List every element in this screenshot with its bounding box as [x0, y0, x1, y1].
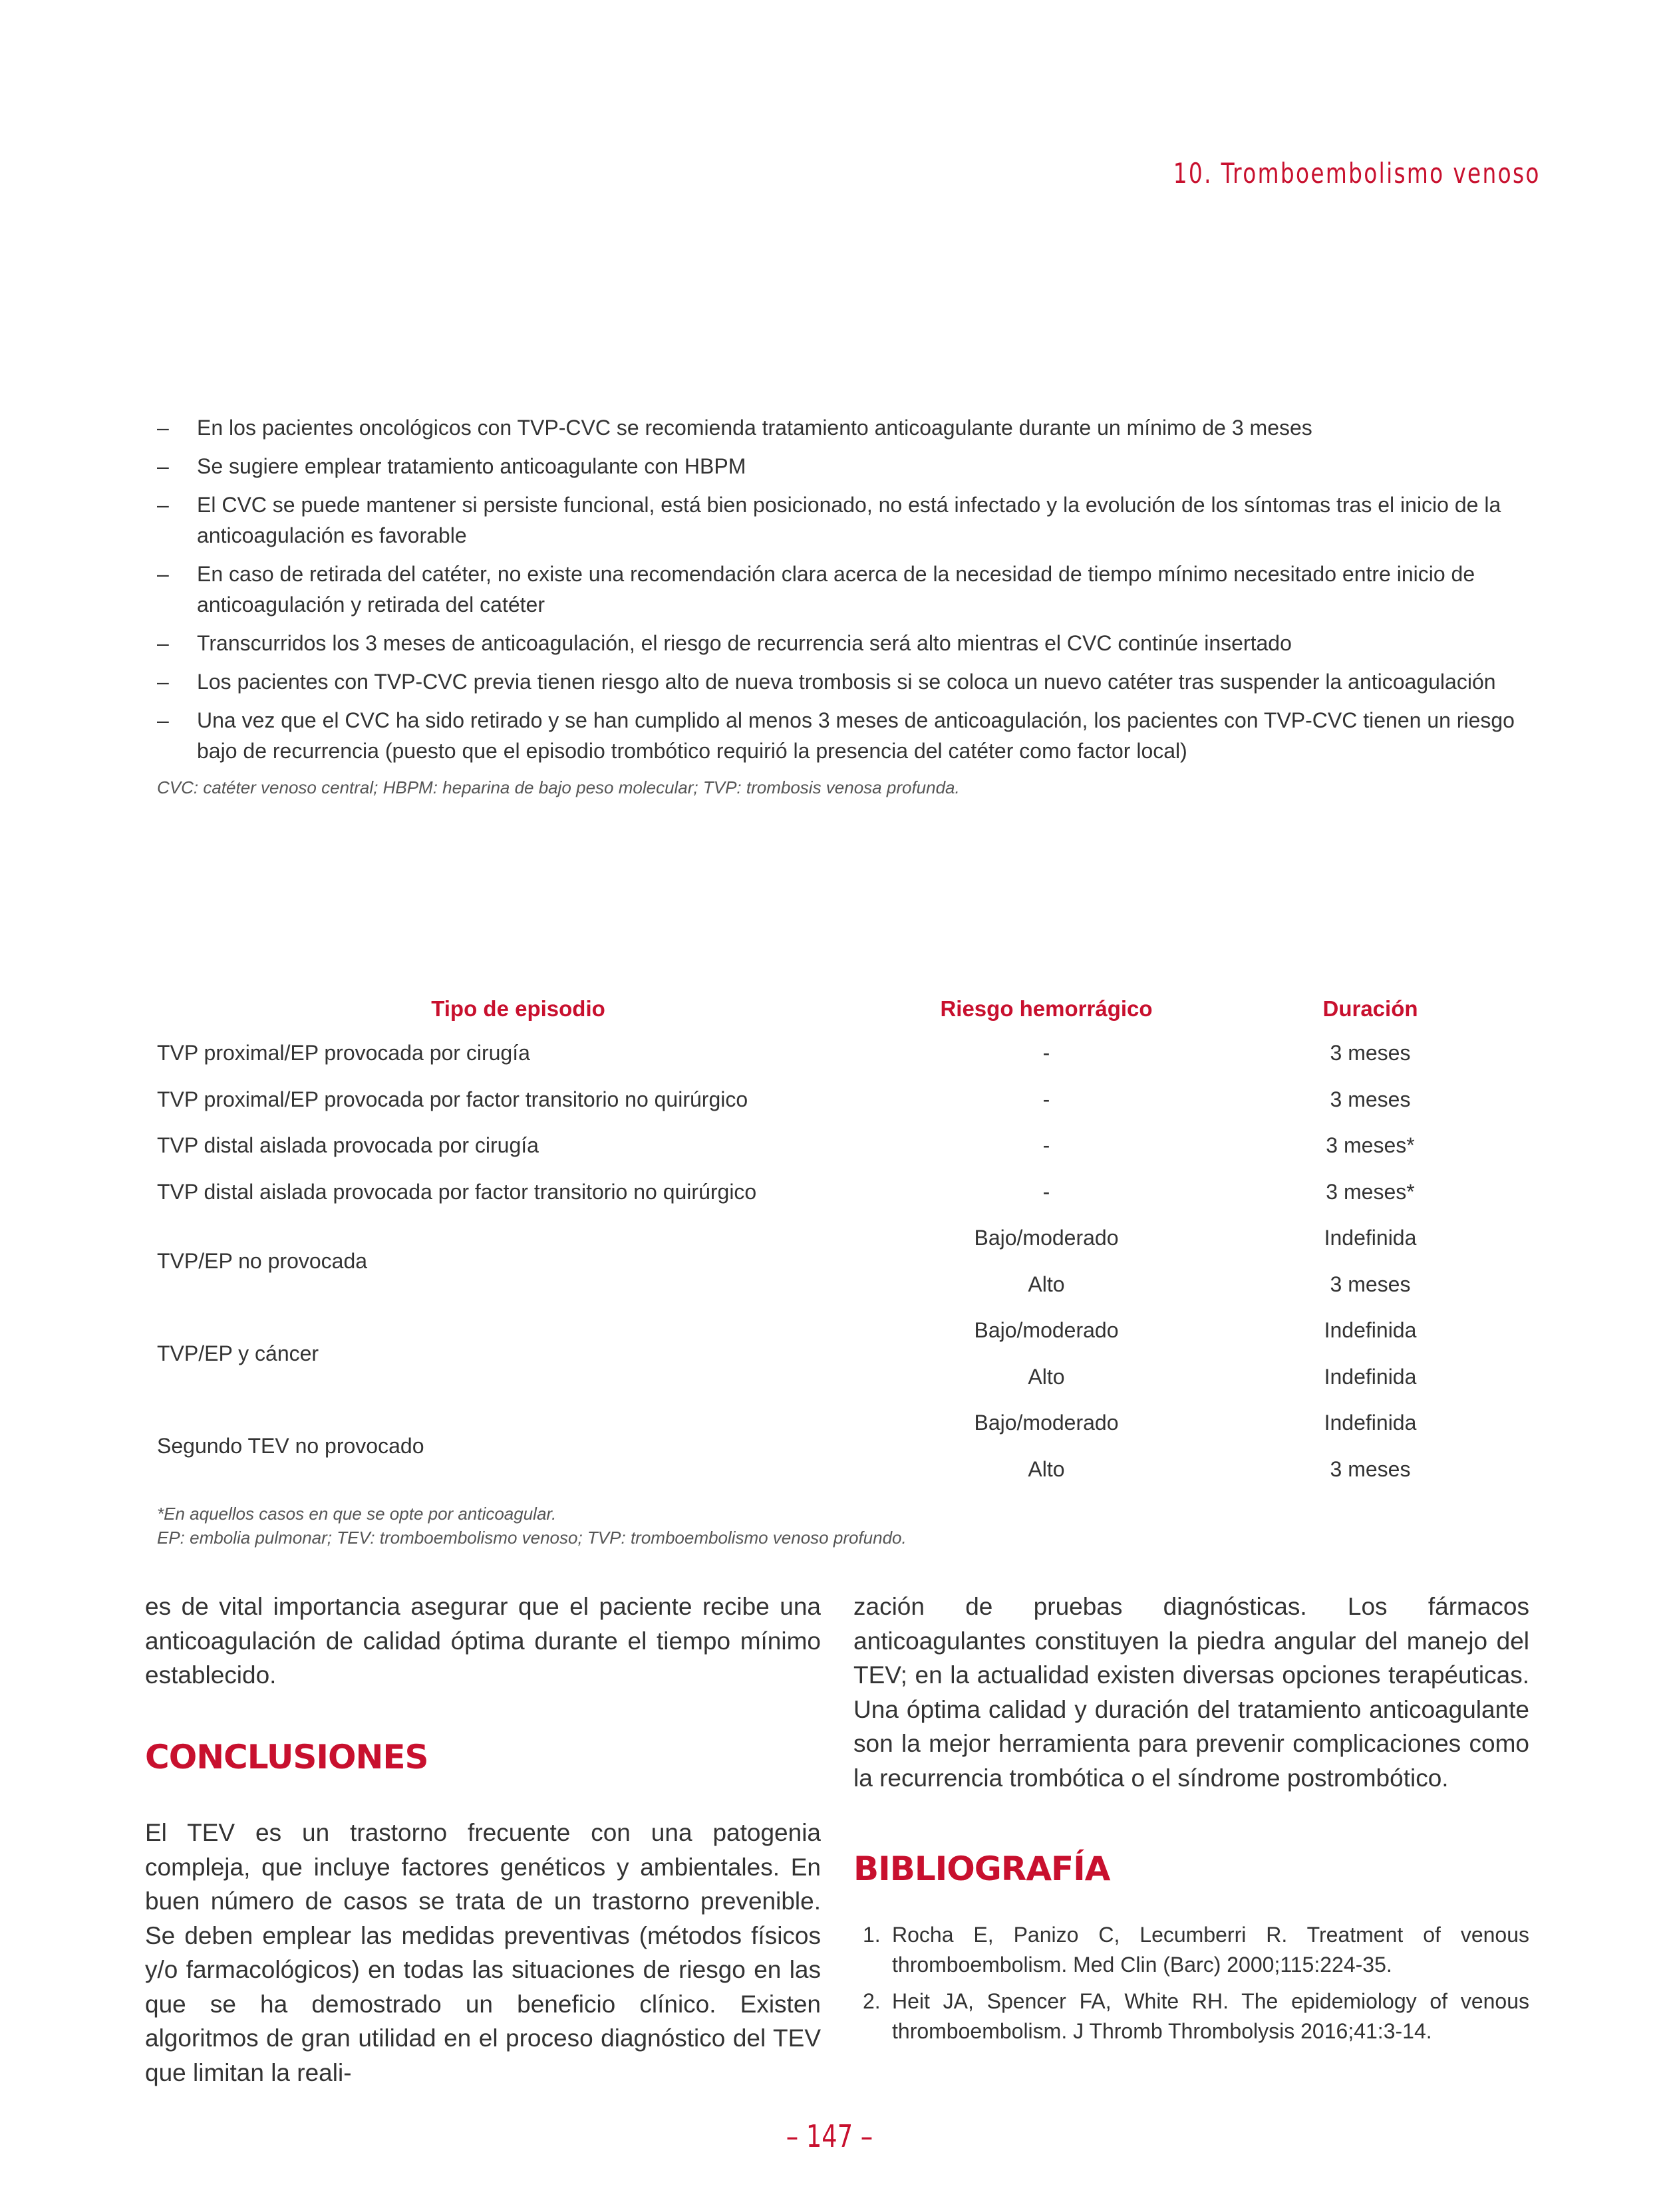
bullet-item: [157, 666, 1527, 697]
bullet-dash: –: [157, 416, 169, 440]
cell-risk: Alto: [1028, 1456, 1065, 1481]
bullet-text: Los pacientes con TVP-CVC previa tienen riesgo alto de nueva trombosis si se coloca un nuevo catéter tras suspender la anticoagulación: [197, 670, 1496, 694]
bullet-dash: –: [157, 493, 169, 517]
table-row: [157, 1215, 1527, 1262]
cell-episode: TVP distal aislada provocada por cirugía: [157, 1133, 539, 1158]
bullet-dash: –: [157, 631, 169, 655]
page-number: – 147 –: [786, 2118, 873, 2154]
bullet-text: Una vez que el CVC ha sido retirado y se han cumplido al menos 3 meses de anticoagulación, los pacientes con TVP-CVC tienen un riesgo bajo de recurrencia (puesto que el episodio trombótico requirió la presencia del catéter como factor local): [197, 708, 1515, 763]
bullet-text: El CVC se puede mantener si persiste funcional, está bien posicionado, no está infectado y la evolución de los síntomas tras el inicio de la anticoagulación es favorable: [197, 493, 1501, 547]
bullet-item: [157, 559, 1527, 620]
table-row: [157, 1169, 1527, 1216]
cell-risk: -: [1042, 1041, 1050, 1065]
cell-episode: TVP/EP y cáncer: [157, 1341, 319, 1365]
table-row: [157, 1308, 1527, 1354]
table-notes: [157, 1502, 1527, 1550]
table-abbreviations: EP: embolia pulmonar; TEV: tromboembolismo venoso; TVP: tromboembolismo venoso profundo.: [157, 1528, 907, 1548]
table-row: [157, 1400, 1527, 1447]
bullet-item: [157, 705, 1527, 766]
cell-episode: TVP proximal/EP provocada por cirugía: [157, 1041, 530, 1065]
bibliography-heading: BIBLIOGRAFÍA: [853, 1850, 1110, 1888]
recommendations-abbreviations: CVC: catéter venoso central; HBPM: heparina de bajo peso molecular; TVP: trombosis venosa profunda.: [157, 777, 960, 797]
cell-duration: Indefinida: [1324, 1364, 1417, 1389]
reference-number: 2.: [863, 1989, 881, 2013]
bullet-item: [157, 489, 1527, 551]
table-footnote: *En aquellos casos en que se opte por anticoagular.: [157, 1504, 557, 1524]
bullet-text: Transcurridos los 3 meses de anticoagulación, el riesgo de recurrencia será alto mientras el CVC continúe insertado: [197, 631, 1292, 655]
cell-risk: -: [1042, 1087, 1050, 1111]
cell-risk: Bajo/moderado: [974, 1318, 1119, 1343]
bullet-item: [157, 451, 1527, 482]
right-column: [853, 1590, 1529, 2053]
cell-duration: 3 meses*: [1326, 1133, 1415, 1158]
bullet-dash: –: [157, 708, 169, 732]
duration-table-box: [157, 988, 1527, 1550]
chapter-header: 10. Tromboembolismo venoso: [1173, 157, 1541, 190]
table-header-row: [157, 988, 1527, 1030]
conclusions-paragraph-left: El TEV es un trastorno frecuente con una patogenia compleja, que incluye factores genéticos y ambientales. En buen número de casos se trata de un trastorno prevenible. Se deben emplear las medidas preventivas (métodos físicos y/o farmacológicos) en todas las situaciones de riesgo en las que se ha demostrado un beneficio clínico. Existen algoritmos de gran utilidad en el proceso diagnóstico del TEV que limitan la reali-: [145, 1819, 821, 2086]
recommendations-box: [157, 412, 1527, 799]
bullet-text: Se sugiere emplear tratamiento anticoagulante con HBPM: [197, 454, 746, 478]
bullet-dash: –: [157, 454, 169, 478]
bullet-text: En los pacientes oncológicos con TVP-CVC se recomienda tratamiento anticoagulante durante un mínimo de 3 meses: [197, 416, 1312, 440]
cell-risk: Bajo/moderado: [974, 1226, 1119, 1250]
left-column: [145, 1590, 821, 2090]
cell-episode: TVP proximal/EP provocada por factor transitorio no quirúrgico: [157, 1087, 748, 1111]
cell-risk: Bajo/moderado: [974, 1411, 1119, 1435]
cell-episode: TVP distal aislada provocada por factor transitorio no quirúrgico: [157, 1179, 757, 1204]
table-row: [157, 1123, 1527, 1169]
conclusions-heading: CONCLUSIONES: [145, 1737, 428, 1776]
bullet-dash: –: [157, 670, 169, 694]
header-episode: Tipo de episodio: [431, 996, 605, 1021]
reference-item: [853, 1920, 1529, 1980]
bullet-item: [157, 628, 1527, 658]
reference-text: Heit JA, Spencer FA, White RH. The epidemiology of venous thromboembolism. J Thromb Thrombolysis 2016;41:3-14.: [892, 1989, 1529, 2043]
cell-duration: 3 meses*: [1326, 1179, 1415, 1204]
cell-duration: Indefinida: [1324, 1226, 1417, 1250]
cell-duration: 3 meses: [1330, 1272, 1411, 1296]
cell-risk: -: [1042, 1179, 1050, 1204]
cell-risk: Alto: [1028, 1272, 1065, 1296]
cell-episode: TVP/EP no provocada: [157, 1249, 368, 1273]
cell-risk: -: [1042, 1133, 1050, 1158]
intro-paragraph: es de vital importancia asegurar que el paciente recibe una anticoagulación de calidad óptima durante el tiempo mínimo establecido.: [145, 1593, 821, 1689]
bullet-dash: –: [157, 562, 169, 586]
reference-list: [853, 1920, 1529, 2046]
duration-table: [157, 988, 1527, 1492]
cell-episode: Segundo TEV no provocado: [157, 1434, 424, 1458]
cell-duration: Indefinida: [1324, 1318, 1417, 1343]
cell-duration: Indefinida: [1324, 1411, 1417, 1435]
cell-duration: 3 meses: [1330, 1456, 1411, 1481]
cell-duration: 3 meses: [1330, 1041, 1411, 1065]
table-row: [157, 1077, 1527, 1123]
reference-number: 1.: [863, 1922, 881, 1947]
header-bleeding-risk: Riesgo hemorrágico: [940, 996, 1153, 1021]
conclusions-paragraph-right: zación de pruebas diagnósticas. Los fármacos anticoagulantes constituyen la piedra angular del manejo del TEV; en la actualidad existen diversas opciones terapéuticas. Una óptima calidad y duración del tratamiento anticoagulante son la mejor herramienta para prevenir complicaciones como la recurrencia trombótica o el síndrome postrombótico.: [853, 1593, 1529, 1792]
bullet-item: [157, 412, 1527, 443]
reference-item: [853, 1987, 1529, 2046]
header-duration: Duración: [1322, 996, 1418, 1021]
cell-risk: Alto: [1028, 1364, 1065, 1389]
table-row: [157, 1030, 1527, 1077]
cell-duration: 3 meses: [1330, 1087, 1411, 1111]
bullet-text: En caso de retirada del catéter, no existe una recomendación clara acerca de la necesidad de tiempo mínimo necesitado entre inicio de anticoagulación y retirada del catéter: [197, 562, 1475, 617]
reference-text: Rocha E, Panizo C, Lecumberri R. Treatment of venous thromboembolism. Med Clin (Barc) 2000;115:224-35.: [892, 1922, 1529, 1977]
